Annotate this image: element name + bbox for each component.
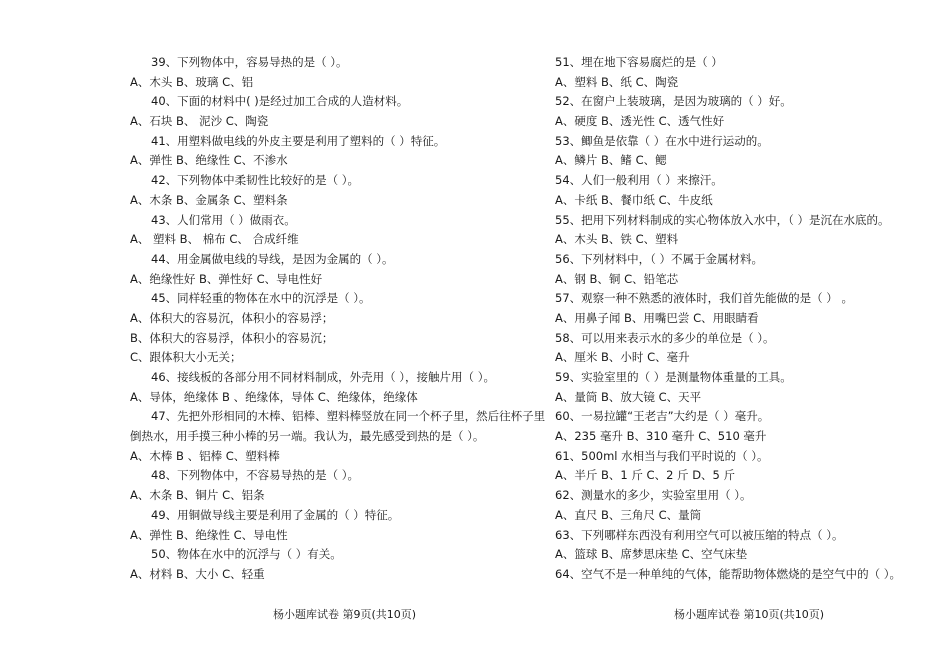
page-footer-left: 杨小题库试卷 第9页(共10页) — [273, 608, 417, 621]
text-line: A、半斤 B、1 斤 C、2 斤 D、5 斤 — [555, 468, 736, 483]
text-line: 51、埋在地下容易腐烂的是（ ） — [555, 55, 723, 69]
text-line: 57、观察一种不熟悉的液体时，我们首先能做的是（ ） 。 — [555, 291, 853, 306]
text-line: A、石块 B、 泥沙 C、陶瓷 — [130, 114, 269, 129]
question-line: 50、物体在水中的沉浮与（ ）有关。 — [151, 547, 342, 562]
text-line: 63、下列哪样东西没有利用空气可以被压缩的特点（ ）。 — [555, 527, 844, 542]
text-line: 60、一易拉罐“王老吉”大约是（ ）毫升。 — [555, 409, 770, 424]
text-line: A、厘米 B、小时 C、毫升 — [555, 350, 690, 365]
text-line: A、弹性 B、绝缘性 C、导电性 — [130, 527, 288, 542]
text-line: 56、下列材料中，（ ）不属于金属材料。 — [555, 251, 764, 266]
right-page-column — [555, 53, 925, 613]
text-line: A、直尺 B、三角尺 C、量筒 — [555, 507, 702, 522]
text-line: A、钢 B、铜 C、铅笔芯 — [555, 271, 679, 286]
text-line: 52、在窗户上装玻璃，是因为玻璃的（ ）好。 — [555, 94, 792, 109]
left-page-column — [130, 53, 546, 613]
question-line: 40、下面的材料中( )是经过加工合成的人造材料。 — [151, 94, 409, 109]
text-line: 59、实验室里的（ ）是测量物体重量的工具。 — [555, 370, 792, 384]
text-line: A、篮球 B、席梦思床垫 C、空气床垫 — [555, 547, 748, 562]
question-line: 43、人们常用（ ）做雨衣。 — [151, 212, 296, 227]
text-line: 62、测量水的多少，实验室里用（ ）。 — [555, 488, 752, 503]
text-line: 54、人们一般利用（ ）来擦汗。 — [555, 173, 723, 188]
question-line: 46、接线板的各部分用不同材料制成，外壳用（ ），接触片用（ ）。 — [151, 370, 495, 384]
text-line: 61、500ml 水相当与我们平时说的（ ）。 — [555, 448, 769, 463]
question-line: 44、用金属做电线的导线，是因为金属的（ ）。 — [151, 251, 394, 266]
page-footer-right: 杨小题库试卷 第10页(共10页) — [674, 608, 825, 621]
question-line: 42、下列物体中柔韧性比较好的是（ ）。 — [151, 173, 360, 188]
question-line: 49、用铜做导线主要是利用了金属的（ ）特征。 — [151, 507, 400, 522]
text-line: A、用鼻子闻 B、用嘴巴尝 C、用眼睛看 — [555, 310, 759, 325]
text-line: A、木棒 B 、铝棒 C、塑料棒 — [130, 448, 280, 463]
text-line: A、木条 B、金属条 C、塑料条 — [130, 192, 288, 207]
text-line: A、塑料 B、纸 C、陶瓷 — [555, 74, 679, 89]
text-line: 58、可以用来表示水的多少的单位是（ ）。 — [555, 330, 775, 345]
text-line: A、体积大的容易沉，体积小的容易浮； — [130, 310, 334, 325]
question-line: 45、同样轻重的物体在水中的沉浮是（ ）。 — [151, 291, 371, 306]
text-line: B、体积大的容易浮，体积小的容易沉； — [130, 330, 334, 345]
text-line: A、量筒 B、放大镜 C、天平 — [555, 389, 702, 404]
text-line: 64、空气不是一种单纯的气体，能帮助物体燃烧的是空气中的（ ）。 — [555, 566, 902, 581]
question-line: 48、下列物体中，不容易导热的是（ ）。 — [151, 468, 360, 483]
text-line: A、木条 B、铜片 C、铝条 — [130, 488, 265, 503]
text-line: A、导体，绝缘体 B 、绝缘体，导体 C、绝缘体，绝缘体 — [130, 389, 418, 404]
text-line: 55、把用下列材料制成的实心物体放入水中，（ ）是沉在水底的。 — [555, 212, 890, 227]
text-line: A、材料 B、大小 C、轻重 — [130, 566, 265, 581]
text-line: A、弹性 B、绝缘性 C、不渗水 — [130, 153, 288, 168]
text-line: A、木头 B、铁 C、塑料 — [555, 232, 679, 247]
question-line: 41、用塑料做电线的外皮主要是利用了塑料的（ ）特征。 — [151, 133, 446, 148]
text-line: C、跟体积大小无关； — [130, 350, 242, 365]
text-line: A、绝缘性好 B、弹性好 C、导电性好 — [130, 271, 323, 286]
text-line: A、235 毫升 B、310 毫升 C、510 毫升 — [555, 429, 767, 444]
text-line: A、木头 B、玻璃 C、铝 — [130, 74, 254, 89]
text-line: A、 塑料 B、 棉布 C、 合成纤维 — [130, 232, 299, 247]
question-line: 39、下列物体中，容易导热的是（ ）。 — [151, 55, 348, 69]
question-line: 47、先把外形相同的木棒、铝棒、塑料棒竖放在同一个杯子里，然后往杯子里 — [151, 409, 546, 424]
text-line: A、鳞片 B、鳍 C、鳃 — [555, 153, 667, 168]
text-line: A、硬度 B、透光性 C、透气性好 — [555, 114, 725, 129]
text-line: A、卡纸 B、餐巾纸 C、牛皮纸 — [555, 192, 713, 207]
text-line: 53、鲫鱼是依靠（ ）在水中进行运动的。 — [555, 133, 769, 148]
text-line: 倒热水，用手摸三种小棒的另一端。我认为，最先感受到热的是（ ）。 — [130, 429, 485, 444]
